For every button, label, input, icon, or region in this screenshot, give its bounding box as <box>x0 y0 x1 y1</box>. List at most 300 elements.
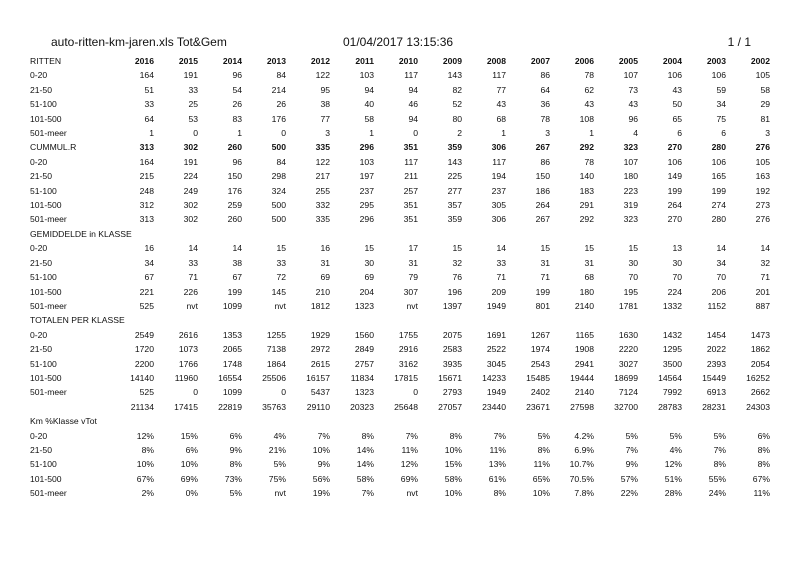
table-cell: 10.7% <box>569 459 594 470</box>
table-cell: 801 <box>535 300 550 311</box>
table-cell: 307 <box>403 286 418 297</box>
table-cell: 11% <box>401 444 418 455</box>
table-cell: 221 <box>139 286 154 297</box>
table-cell: 103 <box>359 156 374 167</box>
column-header-cell: 2007 <box>530 56 550 66</box>
table-cell: 0 <box>281 128 286 139</box>
table-row <box>30 184 770 198</box>
table-cell: 3 <box>325 128 330 139</box>
table-cell: 5% <box>669 430 682 441</box>
table-cell: 324 <box>271 185 286 196</box>
table-cell: 32700 <box>614 401 638 412</box>
table-cell: 357 <box>447 200 462 211</box>
row-label <box>30 400 98 414</box>
table-cell: 2220 <box>618 344 638 355</box>
table-cell: 52 <box>452 99 462 110</box>
table-cell: 69 <box>364 272 374 283</box>
table-cell: 149 <box>667 171 682 182</box>
table-cell: 11% <box>489 444 506 455</box>
table-cell: 3500 <box>662 358 682 369</box>
table-cell: 359 <box>447 214 462 225</box>
table-cell: 1929 <box>310 329 330 340</box>
table-cell: 140 <box>579 171 594 182</box>
table-cell: 165 <box>711 171 726 182</box>
table-cell: 7% <box>493 430 506 441</box>
table-cell: 5% <box>537 430 550 441</box>
table-row <box>30 241 770 255</box>
table-cell: 94 <box>408 84 418 95</box>
table-cell: 8% <box>449 430 462 441</box>
table-cell: 267 <box>535 214 550 225</box>
table-cell: 10% <box>444 488 462 499</box>
table-cell: 17 <box>408 243 418 254</box>
row-label: 21-50 <box>30 84 52 95</box>
table-cell: 59 <box>716 84 726 95</box>
table-cell: 6% <box>757 430 770 441</box>
table-row <box>30 54 770 68</box>
table-row <box>30 83 770 97</box>
column-header-cell: 280 <box>711 142 726 153</box>
column-header-cell: 2008 <box>486 56 506 66</box>
table-cell: 11% <box>533 459 550 470</box>
column-header-cell: 359 <box>447 142 462 153</box>
table-cell: 34 <box>716 99 726 110</box>
table-cell: 58% <box>444 473 462 484</box>
table-cell: 8% <box>757 444 770 455</box>
column-header-cell: 296 <box>359 142 374 153</box>
table-cell: 191 <box>183 70 198 81</box>
table-cell: 71 <box>188 272 198 283</box>
table-cell: 106 <box>711 156 726 167</box>
table-cell: 14 <box>716 243 726 254</box>
table-cell: 291 <box>579 200 594 211</box>
table-cell: 14140 <box>130 372 154 383</box>
table-cell: 108 <box>579 113 594 124</box>
row-label: 0-20 <box>30 329 48 340</box>
table-cell: 186 <box>535 185 550 196</box>
table-cell: 7% <box>625 444 638 455</box>
table-cell: 143 <box>447 70 462 81</box>
row-label: 0-20 <box>30 156 48 167</box>
table-cell: 105 <box>755 156 770 167</box>
table-cell: 65 <box>672 113 682 124</box>
table-cell: 10% <box>444 444 462 455</box>
table-cell: 0 <box>193 387 198 398</box>
table-cell: 164 <box>139 70 154 81</box>
table-cell: 28231 <box>702 401 726 412</box>
row-label: 21-50 <box>30 257 52 268</box>
column-header-cell: 351 <box>403 142 418 153</box>
table-row <box>30 299 770 313</box>
table-cell: 15485 <box>526 372 550 383</box>
table-cell: 25 <box>188 99 198 110</box>
column-header-cell: 2006 <box>574 56 594 66</box>
table-cell: 180 <box>623 171 638 182</box>
table-cell: 8% <box>141 444 154 455</box>
column-header-cell: 2014 <box>222 56 242 66</box>
table-cell: 96 <box>232 70 242 81</box>
table-cell: 1073 <box>178 344 198 355</box>
table-cell: 2543 <box>530 358 550 369</box>
table-cell: 1630 <box>618 329 638 340</box>
table-cell: 70 <box>716 272 726 283</box>
table-cell: 264 <box>535 200 550 211</box>
table-cell: 4% <box>669 444 682 455</box>
table-cell: 259 <box>227 200 242 211</box>
column-header-cell: 313 <box>139 142 154 153</box>
table-cell: 15671 <box>438 372 462 383</box>
table-cell: 1165 <box>575 329 594 340</box>
table-cell: 76 <box>452 272 462 283</box>
table-row <box>30 126 770 140</box>
table-cell: 35763 <box>262 401 286 412</box>
table-cell: 176 <box>271 113 286 124</box>
table-cell: 11960 <box>174 372 198 383</box>
table-cell: 1099 <box>222 300 242 311</box>
table-cell: 15 <box>540 243 550 254</box>
table-cell: 192 <box>755 185 770 196</box>
table-cell: 197 <box>359 171 374 182</box>
table-cell: 107 <box>623 156 638 167</box>
table-cell: 255 <box>315 185 330 196</box>
table-cell: 6.9% <box>574 444 594 455</box>
table-cell: 7% <box>317 430 330 441</box>
table-row <box>30 198 770 212</box>
table-cell: 10% <box>312 444 330 455</box>
column-header-cell: 2009 <box>442 56 462 66</box>
table-row <box>30 429 770 443</box>
table-cell: 43 <box>672 84 682 95</box>
table-cell: 31 <box>584 257 594 268</box>
table-cell: 38 <box>232 257 242 268</box>
table-cell: 73% <box>224 473 242 484</box>
table-cell: 68 <box>584 272 594 283</box>
table-cell: 31 <box>408 257 418 268</box>
table-cell: 117 <box>404 70 418 81</box>
table-cell: 67% <box>752 473 770 484</box>
table-cell: 195 <box>623 286 638 297</box>
table-cell: 6913 <box>706 387 726 398</box>
table-cell: 19% <box>312 488 330 499</box>
table-cell: 351 <box>403 200 418 211</box>
table-cell: 1432 <box>662 329 682 340</box>
table-cell: 14 <box>496 243 506 254</box>
table-cell: 12% <box>664 459 682 470</box>
table-cell: 0 <box>193 128 198 139</box>
row-label: 501-meer <box>30 387 67 398</box>
table-cell: 302 <box>183 200 198 211</box>
table-row <box>30 486 770 500</box>
table-cell: 12% <box>400 459 418 470</box>
document-filename: auto-ritten-km-jaren.xls Tot&Gem <box>51 35 227 49</box>
table-cell: 46 <box>408 99 418 110</box>
table-cell: nvt <box>406 300 418 311</box>
table-cell: 95 <box>320 84 330 95</box>
table-row <box>30 68 770 82</box>
table-cell: 1 <box>237 128 242 139</box>
table-cell: 180 <box>579 286 594 297</box>
table-cell: 3045 <box>486 358 506 369</box>
table-cell: 525 <box>139 387 154 398</box>
row-label: 101-500 <box>30 113 62 124</box>
table-cell: 83 <box>232 113 242 124</box>
table-cell: 79 <box>408 272 418 283</box>
row-label: 101-500 <box>30 286 62 297</box>
table-cell: 225 <box>447 171 462 182</box>
row-label: 101-500 <box>30 200 62 211</box>
table-cell: 43 <box>628 99 638 110</box>
table-cell: 1332 <box>662 300 682 311</box>
table-cell: 1755 <box>398 329 418 340</box>
table-cell: 1397 <box>442 300 462 311</box>
table-cell: 51% <box>664 473 682 484</box>
row-label: 51-100 <box>30 272 57 283</box>
table-cell: 226 <box>183 286 198 297</box>
table-cell: 237 <box>491 185 506 196</box>
table-cell: 2616 <box>178 329 198 340</box>
table-cell: 1949 <box>486 387 506 398</box>
table-cell: 296 <box>359 214 374 225</box>
table-cell: 206 <box>711 286 726 297</box>
table-cell: 25506 <box>262 372 286 383</box>
column-header-cell: 276 <box>755 142 770 153</box>
table-cell: 96 <box>628 113 638 124</box>
table-row <box>30 342 770 356</box>
table-row <box>30 457 770 471</box>
table-cell: 12% <box>136 430 154 441</box>
table-cell: 199 <box>711 185 726 196</box>
table-cell: 196 <box>447 286 462 297</box>
column-header-cell: 270 <box>667 142 682 153</box>
row-label: 21-50 <box>30 344 52 355</box>
row-label: 101-500 <box>30 473 62 484</box>
table-cell: 163 <box>755 171 770 182</box>
page-number: 1 / 1 <box>727 35 751 49</box>
table-cell: 78 <box>584 156 594 167</box>
row-label: 501-meer <box>30 300 67 311</box>
table-cell: 7992 <box>662 387 682 398</box>
table-cell: 67% <box>136 473 154 484</box>
column-header-cell: 335 <box>315 142 330 153</box>
table-cell: 274 <box>711 200 726 211</box>
table-cell: 23440 <box>482 401 506 412</box>
table-cell: 16157 <box>306 372 330 383</box>
table-cell: 3162 <box>398 358 418 369</box>
table-cell: 32 <box>760 257 770 268</box>
table-cell: 26 <box>276 99 286 110</box>
table-cell: 16 <box>320 243 330 254</box>
table-cell: 117 <box>492 156 506 167</box>
table-cell: 14 <box>760 243 770 254</box>
column-header-cell: 2002 <box>750 56 770 66</box>
table-cell: 14564 <box>658 372 682 383</box>
table-cell: 23671 <box>526 401 550 412</box>
table-cell: 302 <box>183 214 198 225</box>
table-row <box>30 400 770 414</box>
table-cell: 1720 <box>134 344 154 355</box>
table-cell: 14% <box>356 459 374 470</box>
table-cell: 3 <box>545 128 550 139</box>
table-cell: 323 <box>623 214 638 225</box>
table-cell: 16 <box>144 243 154 254</box>
column-header-cell: 2012 <box>310 56 330 66</box>
table-cell: 34 <box>144 257 154 268</box>
table-cell: 2662 <box>750 387 770 398</box>
table-cell: 210 <box>315 286 330 297</box>
table-cell: 106 <box>667 156 682 167</box>
table-cell: 105 <box>755 70 770 81</box>
table-cell: 61% <box>488 473 506 484</box>
table-cell: 73 <box>628 84 638 95</box>
table-cell: 81 <box>760 113 770 124</box>
row-label: 101-500 <box>30 372 62 383</box>
table-cell: 69% <box>180 473 198 484</box>
table-cell: 6% <box>185 444 198 455</box>
table-cell: 82 <box>452 84 462 95</box>
table-cell: 6% <box>229 430 242 441</box>
row-label: 501-meer <box>30 488 67 499</box>
row-label: 501-meer <box>30 214 67 225</box>
table-cell: 1255 <box>266 329 286 340</box>
table-cell: 27057 <box>438 401 462 412</box>
table-cell: 3935 <box>442 358 462 369</box>
table-cell: 31 <box>540 257 550 268</box>
table-cell: 86 <box>540 156 550 167</box>
table-cell: 53 <box>188 113 198 124</box>
row-label: 0-20 <box>30 70 48 81</box>
row-label: 51-100 <box>30 99 57 110</box>
table-cell: 43 <box>584 99 594 110</box>
table-cell: 7% <box>713 444 726 455</box>
table-cell: 9% <box>317 459 330 470</box>
table-cell: 211 <box>404 171 418 182</box>
table-cell: 525 <box>139 300 154 311</box>
table-cell: 80 <box>452 113 462 124</box>
table-row <box>30 112 770 126</box>
table-cell: 145 <box>271 286 286 297</box>
table-cell: 150 <box>535 171 550 182</box>
table-cell: 223 <box>623 185 638 196</box>
table-cell: 72 <box>276 272 286 283</box>
table-cell: 4 <box>633 128 638 139</box>
table-cell: 14233 <box>482 372 506 383</box>
table-cell: 1099 <box>222 387 242 398</box>
table-cell: 1908 <box>574 344 594 355</box>
table-cell: 194 <box>491 171 506 182</box>
table-cell: 2549 <box>134 329 154 340</box>
table-cell: 16554 <box>218 372 242 383</box>
section-title: GEMIDDELDE in KLASSE <box>30 228 132 239</box>
table-cell: 2522 <box>486 344 506 355</box>
table-cell: 7138 <box>266 344 286 355</box>
table-cell: 8% <box>537 444 550 455</box>
table-cell: 2 <box>457 128 462 139</box>
table-cell: 6 <box>721 128 726 139</box>
table-cell: 6 <box>677 128 682 139</box>
table-cell: 0% <box>185 488 198 499</box>
table-cell: 201 <box>755 286 770 297</box>
table-cell: 2065 <box>222 344 242 355</box>
table-cell: 1691 <box>486 329 506 340</box>
table-cell: 94 <box>408 113 418 124</box>
table-cell: 260 <box>227 214 242 225</box>
table-cell: 183 <box>579 185 594 196</box>
table-cell: 2972 <box>310 344 330 355</box>
table-cell: 34 <box>716 257 726 268</box>
table-cell: 1323 <box>354 300 374 311</box>
column-header-cell: 500 <box>271 142 286 153</box>
table-cell: 57% <box>620 473 638 484</box>
table-cell: 103 <box>359 70 374 81</box>
table-cell: 70 <box>628 272 638 283</box>
table-cell: 1781 <box>618 300 638 311</box>
section-title: TOTALEN PER KLASSE <box>30 315 125 326</box>
section-title: Km %Klasse vTot <box>30 416 97 427</box>
table-cell: 14% <box>356 444 374 455</box>
table-cell: 117 <box>404 156 418 167</box>
table-cell: 29 <box>760 99 770 110</box>
table-cell: 1862 <box>750 344 770 355</box>
table-cell: 15 <box>364 243 374 254</box>
table-cell: 24% <box>708 488 726 499</box>
column-header-cell: 306 <box>491 142 506 153</box>
table-cell: 11% <box>753 488 770 499</box>
table-cell: 1152 <box>707 300 726 311</box>
table-cell: 8% <box>713 459 726 470</box>
table-cell: 71 <box>496 272 506 283</box>
table-cell: 191 <box>183 156 198 167</box>
table-cell: 335 <box>315 214 330 225</box>
table-cell: 64 <box>144 113 154 124</box>
section-header-row <box>30 227 770 241</box>
table-body <box>30 54 770 501</box>
table-cell: 15 <box>276 243 286 254</box>
table-cell: 21% <box>268 444 286 455</box>
table-cell: 319 <box>623 200 638 211</box>
table-cell: 26 <box>232 99 242 110</box>
table-cell: 13% <box>488 459 506 470</box>
table-cell: 28783 <box>658 401 682 412</box>
table-cell: 77 <box>320 113 330 124</box>
table-cell: 78 <box>584 70 594 81</box>
table-cell: 8% <box>757 459 770 470</box>
section-header-row <box>30 414 770 428</box>
table-cell: 199 <box>535 286 550 297</box>
column-header-cell: 2003 <box>706 56 726 66</box>
column-header-cell: 2005 <box>618 56 638 66</box>
table-cell: 94 <box>364 84 374 95</box>
table-cell: 50 <box>672 99 682 110</box>
table-cell: 224 <box>183 171 198 182</box>
table-cell: 0 <box>413 387 418 398</box>
table-cell: 107 <box>623 70 638 81</box>
table-cell: 117 <box>492 70 506 81</box>
table-cell: 20323 <box>350 401 374 412</box>
table-cell: 84 <box>276 70 286 81</box>
column-header-cell: 260 <box>227 142 242 153</box>
table-cell: 22% <box>620 488 638 499</box>
table-cell: 24303 <box>746 401 770 412</box>
table-cell: 75 <box>716 113 726 124</box>
table-row <box>30 212 770 226</box>
table-cell: 8% <box>229 459 242 470</box>
table-cell: 55% <box>708 473 726 484</box>
table-cell: 150 <box>227 171 242 182</box>
table-cell: 4% <box>273 430 286 441</box>
table-cell: 17415 <box>174 401 198 412</box>
table-cell: 1454 <box>706 329 726 340</box>
table-cell: 8% <box>361 430 374 441</box>
